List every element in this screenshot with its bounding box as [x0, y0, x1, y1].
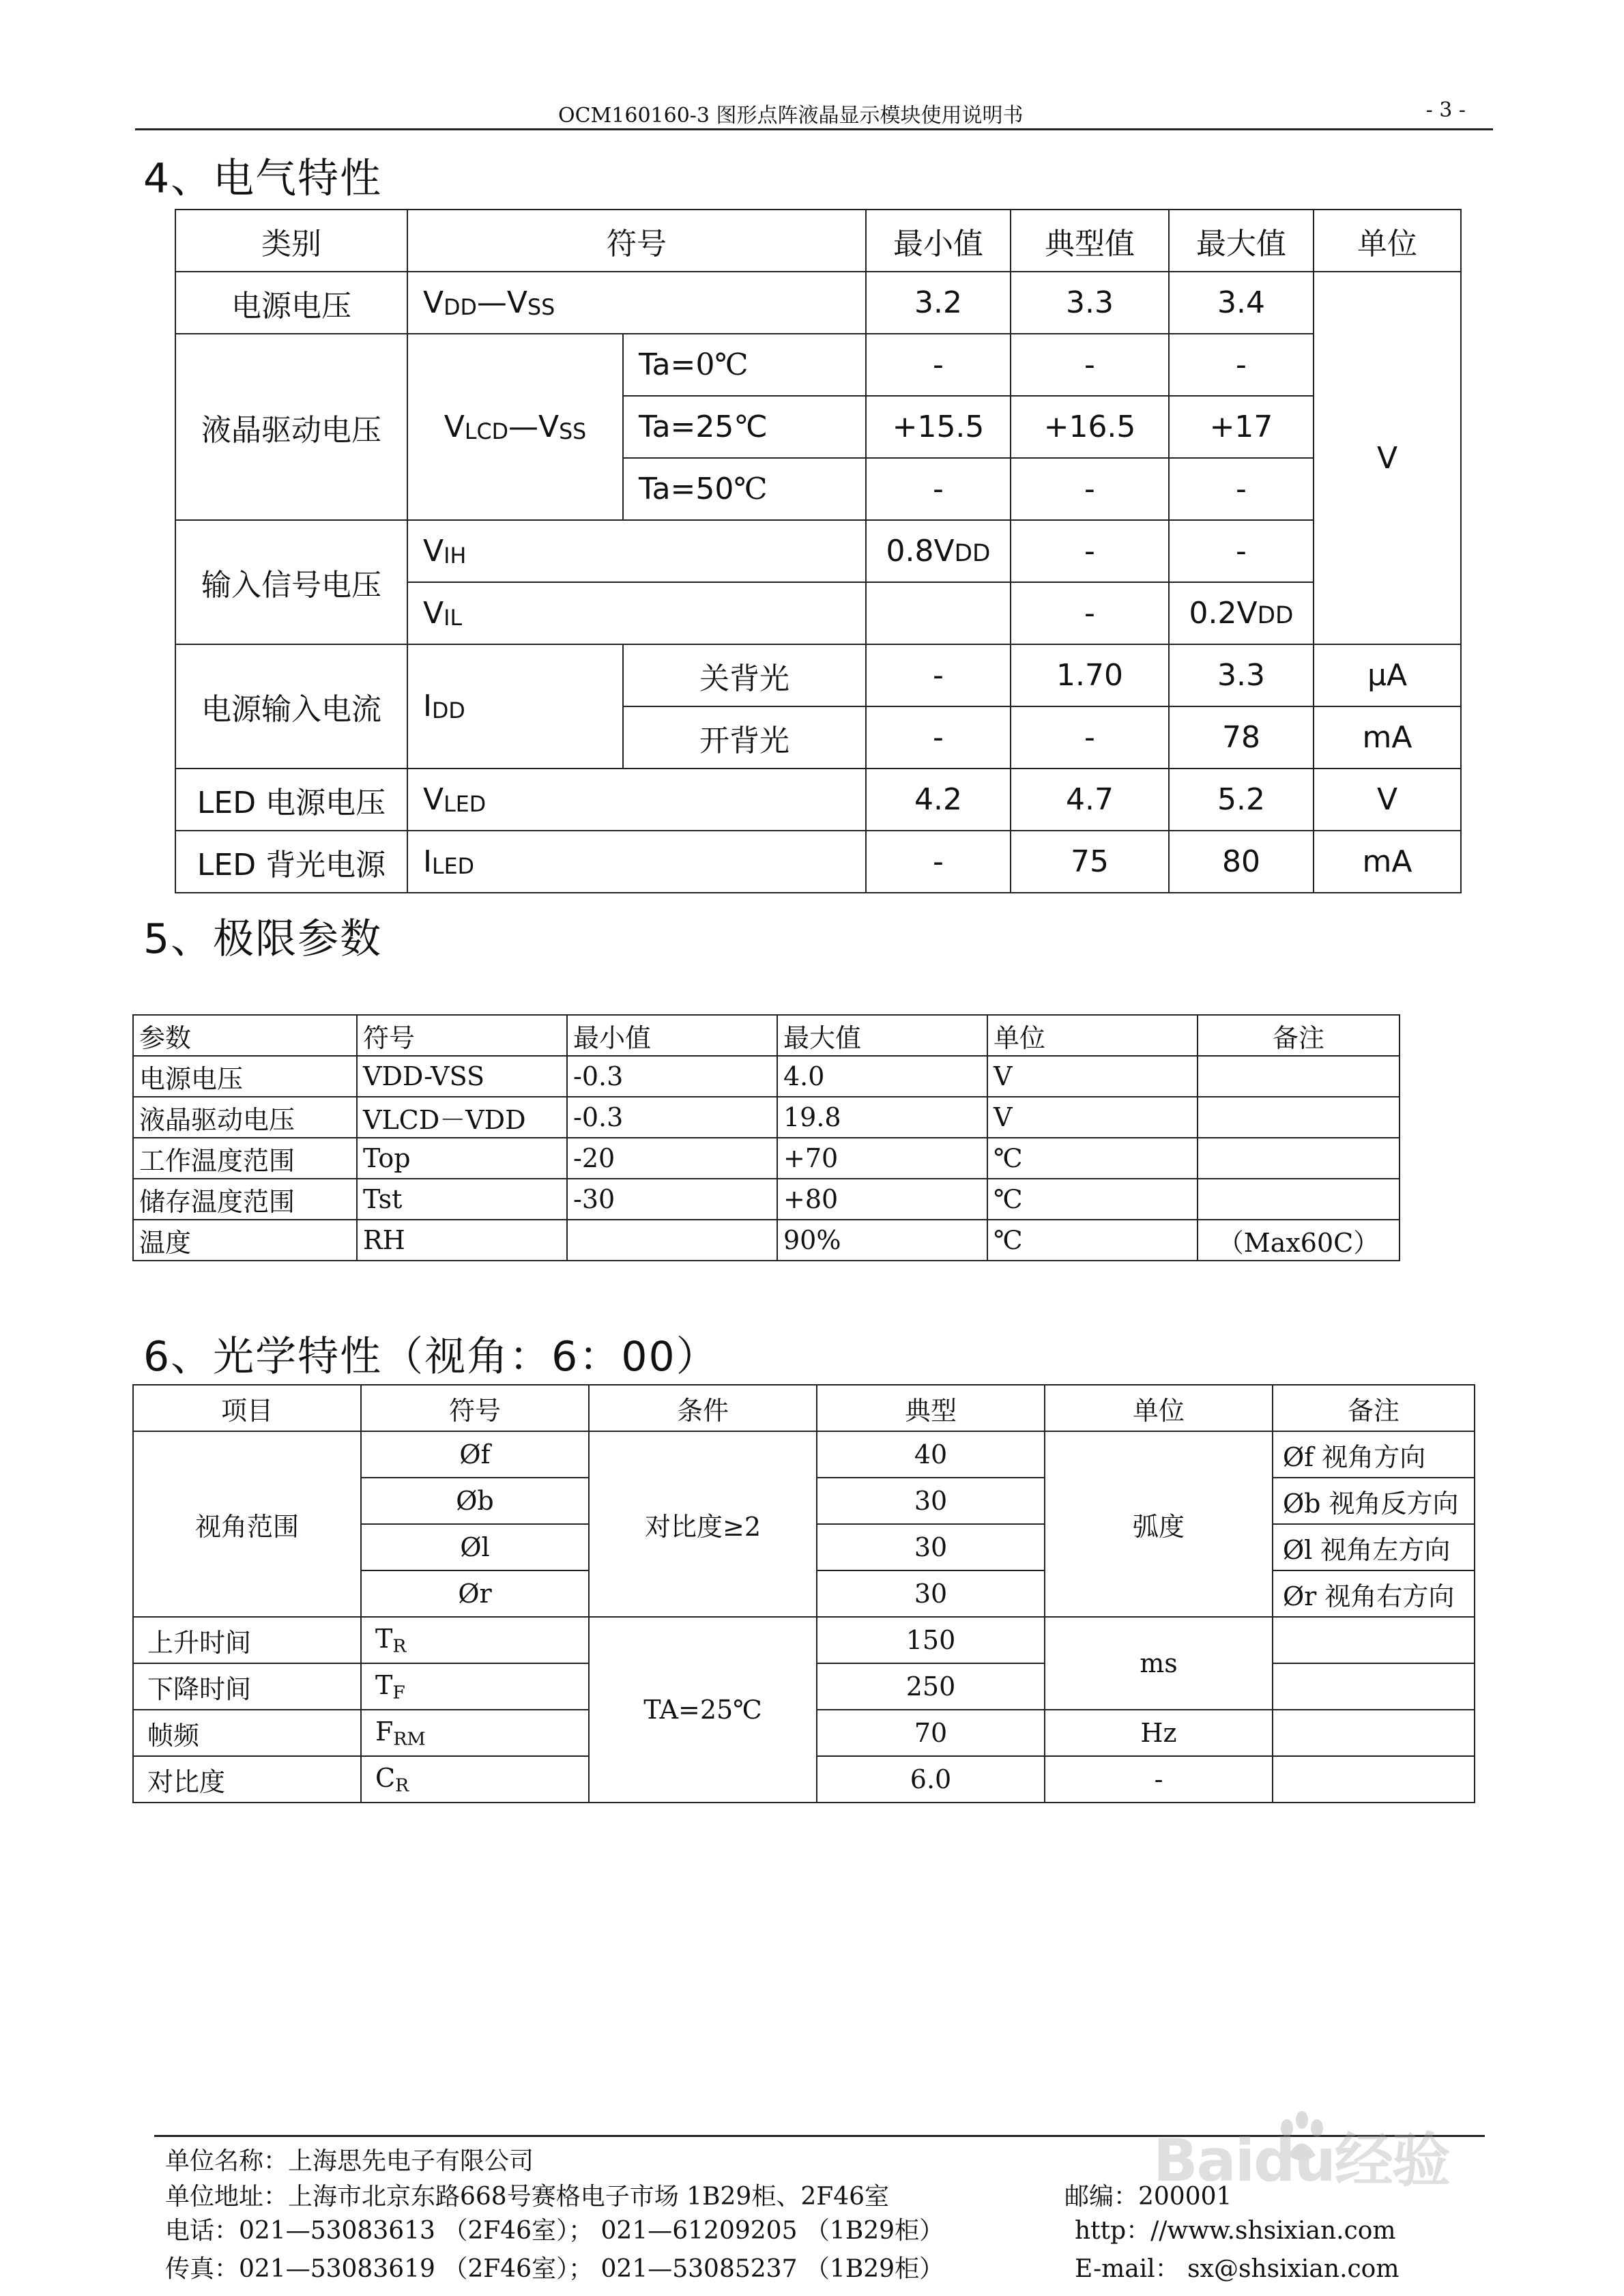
cell-symbol: Øf — [361, 1431, 589, 1478]
table-row — [133, 1097, 1400, 1138]
cell-unit: V — [1314, 769, 1461, 831]
cell-typ: 75 — [1011, 831, 1169, 893]
table-cell: VDD-VSS — [357, 1056, 567, 1097]
table-cell: 储存温度范围 — [133, 1179, 357, 1220]
header-cell: 备注 — [1273, 1385, 1475, 1431]
section-6-title: 6、光学特性（视角：6：00） — [143, 1333, 719, 1381]
cell-min: +15.5 — [866, 396, 1011, 458]
cell-condition: Ta=50℃ — [623, 458, 866, 520]
cell-min: - — [866, 644, 1011, 706]
cell-note — [1273, 1756, 1475, 1803]
cell-item: 视角范围 — [133, 1431, 361, 1617]
cell-typ: +16.5 — [1011, 396, 1169, 458]
header-cell: 典型 — [817, 1385, 1045, 1431]
header-cell: 参数 — [133, 1015, 357, 1056]
table-header-row — [133, 1385, 1475, 1431]
cell-note: Øl 视角左方向 — [1273, 1524, 1475, 1570]
table-cell: （Max60C） — [1198, 1220, 1400, 1261]
cell-min: - — [866, 706, 1011, 769]
cell-min: 0.8VDD — [866, 520, 1011, 582]
cell-condition: Ta=25℃ — [623, 396, 866, 458]
absolute-limits-table — [132, 1014, 1400, 1261]
footer-address: 单位地址：上海市北京东路668号赛格电子市场 1B29柜、2F46室 — [165, 2183, 890, 2211]
table-cell: ℃ — [987, 1220, 1198, 1261]
table-cell: -0.3 — [567, 1056, 777, 1097]
header-category: 类别 — [175, 210, 407, 272]
cell-item: 上升时间 — [133, 1617, 361, 1663]
cell-unit: ms — [1045, 1617, 1273, 1710]
cell-typ: - — [1011, 582, 1169, 644]
table-row — [133, 1431, 1475, 1478]
cell-typ: 6.0 — [817, 1756, 1045, 1803]
cell-symbol: Øl — [361, 1524, 589, 1570]
table-row — [133, 1179, 1400, 1220]
cell-typ: - — [1011, 334, 1169, 396]
cell-category: 电源输入电流 — [175, 644, 407, 769]
document-title: OCM160160-3 图形点阵液晶显示模块使用说明书 — [558, 104, 1024, 128]
cell-unit: Hz — [1045, 1710, 1273, 1756]
table-cell: Tst — [357, 1179, 567, 1220]
header-cell: 备注 — [1198, 1015, 1400, 1056]
cell-min — [866, 582, 1011, 644]
table-cell: 工作温度范围 — [133, 1138, 357, 1179]
cell-symbol: $T_R$ — [361, 1617, 589, 1663]
table-cell — [567, 1220, 777, 1261]
header-cell: 最大值 — [777, 1015, 987, 1056]
cell-max: 80 — [1169, 831, 1314, 893]
cell-note: Øb 视角反方向 — [1273, 1478, 1475, 1524]
table-cell: ℃ — [987, 1179, 1198, 1220]
page-number: - 3 - — [1425, 98, 1466, 122]
cell-symbol: $T_F$ — [361, 1663, 589, 1710]
footer-company-name: 单位名称：上海思先电子有限公司 — [165, 2147, 534, 2175]
cell-symbol: $V_{LED}$ — [407, 769, 866, 831]
footer-website: http：//www.shsixian.com — [1075, 2217, 1396, 2245]
header-typ: 典型值 — [1011, 210, 1169, 272]
cell-category: 电源电压 — [175, 272, 407, 334]
cell-unit: mA — [1314, 706, 1461, 769]
electrical-characteristics-table — [175, 209, 1462, 893]
table-cell: -20 — [567, 1138, 777, 1179]
cell-symbol: $F_{RM}$ — [361, 1710, 589, 1756]
cell-category: LED 背光电源 — [175, 831, 407, 893]
cell-unit: - — [1045, 1756, 1273, 1803]
cell-typ: - — [1011, 458, 1169, 520]
cell-symbol: $C_R$ — [361, 1756, 589, 1803]
cell-symbol: $V_{LCD}—V_{SS}$ — [407, 334, 623, 520]
watermark-text: Baidu经验 — [1153, 2127, 1449, 2195]
header-cell: 条件 — [589, 1385, 817, 1431]
table-row — [133, 1138, 1400, 1179]
cell-condition: 关背光 — [623, 644, 866, 706]
table-cell: +70 — [777, 1138, 987, 1179]
table-row — [175, 831, 1461, 893]
cell-max: - — [1169, 334, 1314, 396]
cell-max: - — [1169, 520, 1314, 582]
cell-min: 3.2 — [866, 272, 1011, 334]
cell-max: - — [1169, 458, 1314, 520]
cell-typ: 30 — [817, 1478, 1045, 1524]
cell-category: 输入信号电压 — [175, 520, 407, 644]
header-cell: 符号 — [361, 1385, 589, 1431]
table-cell: RH — [357, 1220, 567, 1261]
cell-note — [1273, 1710, 1475, 1756]
table-header-row — [133, 1015, 1400, 1056]
cell-item: 对比度 — [133, 1756, 361, 1803]
table-header-row — [175, 210, 1461, 272]
cell-typ: - — [1011, 520, 1169, 582]
footer-fax: 传真：021—53083619 （2F46室）； 021—53085237 （1B29柜） — [165, 2255, 944, 2283]
footer-telephone: 电话：021—53083613 （2F46室）； 021—61209205 （1B29柜） — [165, 2217, 944, 2245]
cell-condition: TA=25℃ — [589, 1617, 817, 1803]
table-cell: -0.3 — [567, 1097, 777, 1138]
table-cell: V — [987, 1097, 1198, 1138]
cell-symbol: Øb — [361, 1478, 589, 1524]
table-cell: V — [987, 1056, 1198, 1097]
footer-zipcode: 邮编：200001 — [1064, 2183, 1232, 2211]
table-cell — [1198, 1056, 1400, 1097]
header-symbol: 符号 — [407, 210, 866, 272]
cell-min: - — [866, 334, 1011, 396]
cell-max: 3.3 — [1169, 644, 1314, 706]
cell-max: 5.2 — [1169, 769, 1314, 831]
cell-symbol: $I_{LED}$ — [407, 831, 866, 893]
table-row — [175, 520, 1461, 582]
section-5-title: 5、极限参数 — [143, 915, 383, 963]
cell-note — [1273, 1663, 1475, 1710]
table-cell: 19.8 — [777, 1097, 987, 1138]
table-row — [133, 1056, 1400, 1097]
cell-typ: 4.7 — [1011, 769, 1169, 831]
table-cell: ℃ — [987, 1138, 1198, 1179]
header-cell: 符号 — [357, 1015, 567, 1056]
cell-max: +17 — [1169, 396, 1314, 458]
table-cell: VLCD－VDD — [357, 1097, 567, 1138]
cell-symbol: $I_{DD}$ — [407, 644, 623, 769]
table-row — [133, 1617, 1475, 1663]
cell-category: 液晶驱动电压 — [175, 334, 407, 520]
paw-icon — [1275, 2108, 1329, 2169]
table-cell: 液晶驱动电压 — [133, 1097, 357, 1138]
table-cell: 90% — [777, 1220, 987, 1261]
table-cell — [1198, 1179, 1400, 1220]
cell-typ: 30 — [817, 1524, 1045, 1570]
page-header — [135, 96, 1493, 130]
section-4-title: 4、电气特性 — [143, 155, 383, 203]
header-cell: 项目 — [133, 1385, 361, 1431]
header-cell: 最小值 — [567, 1015, 777, 1056]
cell-max: 0.2VDD — [1169, 582, 1314, 644]
cell-symbol: Ør — [361, 1570, 589, 1617]
cell-typ: 3.3 — [1011, 272, 1169, 334]
cell-max: 3.4 — [1169, 272, 1314, 334]
cell-min: 4.2 — [866, 769, 1011, 831]
optical-characteristics-table — [132, 1384, 1475, 1803]
header-min: 最小值 — [866, 210, 1011, 272]
table-cell: Top — [357, 1138, 567, 1179]
cell-unit: 弧度 — [1045, 1431, 1273, 1617]
cell-min: - — [866, 831, 1011, 893]
cell-condition: Ta=0℃ — [623, 334, 866, 396]
cell-typ: - — [1011, 706, 1169, 769]
cell-typ: 150 — [817, 1617, 1045, 1663]
table-cell: 电源电压 — [133, 1056, 357, 1097]
header-unit: 单位 — [1314, 210, 1461, 272]
cell-min: - — [866, 458, 1011, 520]
table-cell — [1198, 1138, 1400, 1179]
table-cell: 温度 — [133, 1220, 357, 1261]
cell-typ: 250 — [817, 1663, 1045, 1710]
cell-item: 下降时间 — [133, 1663, 361, 1710]
cell-note — [1273, 1617, 1475, 1663]
table-row — [175, 334, 1461, 396]
cell-symbol: $V_{IL}$ — [407, 582, 866, 644]
cell-max: 78 — [1169, 706, 1314, 769]
table-cell: 4.0 — [777, 1056, 987, 1097]
table-cell — [1198, 1097, 1400, 1138]
cell-condition: 对比度≥2 — [589, 1431, 817, 1617]
baidu-watermark — [1153, 2108, 1535, 2195]
table-cell: +80 — [777, 1179, 987, 1220]
cell-note: Øf 视角方向 — [1273, 1431, 1475, 1478]
cell-category: LED 电源电压 — [175, 769, 407, 831]
cell-note: Ør 视角右方向 — [1273, 1570, 1475, 1617]
cell-condition: 开背光 — [623, 706, 866, 769]
header-cell: 单位 — [987, 1015, 1198, 1056]
table-row — [175, 272, 1461, 334]
cell-unit: μA — [1314, 644, 1461, 706]
table-cell: -30 — [567, 1179, 777, 1220]
cell-unit-volt: V — [1314, 272, 1461, 644]
cell-item: 帧频 — [133, 1710, 361, 1756]
header-max: 最大值 — [1169, 210, 1314, 272]
cell-typ: 30 — [817, 1570, 1045, 1617]
table-row — [175, 644, 1461, 706]
table-row — [133, 1220, 1400, 1261]
cell-typ: 70 — [817, 1710, 1045, 1756]
cell-symbol: $V_{IH}$ — [407, 520, 866, 582]
cell-unit: mA — [1314, 831, 1461, 893]
header-cell: 单位 — [1045, 1385, 1273, 1431]
cell-typ: 1.70 — [1011, 644, 1169, 706]
cell-typ: 40 — [817, 1431, 1045, 1478]
table-row — [175, 769, 1461, 831]
cell-symbol: $V_{DD}—V_{SS}$ — [407, 272, 866, 334]
footer-email: E-mail： sx@shsixian.com — [1075, 2255, 1400, 2283]
